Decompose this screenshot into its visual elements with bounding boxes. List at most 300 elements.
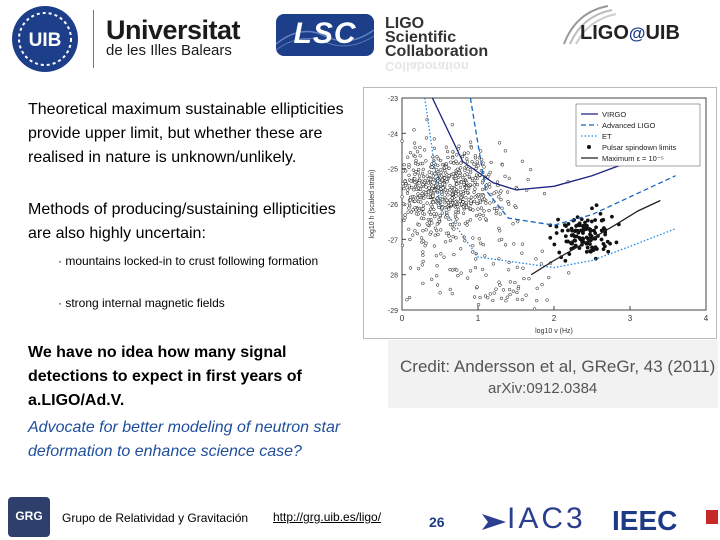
pulsar-point bbox=[594, 226, 597, 229]
legend-entry: Maximum ε = 10⁻⁵ bbox=[602, 154, 664, 163]
pulsar-point bbox=[477, 193, 480, 196]
pulsar-point bbox=[409, 267, 412, 270]
pulsar-point bbox=[491, 299, 494, 302]
pulsar-point bbox=[431, 187, 434, 190]
pulsar-point bbox=[575, 235, 578, 238]
pulsar-point bbox=[585, 224, 588, 227]
pulsar-point bbox=[454, 201, 457, 204]
pulsar-point bbox=[428, 187, 431, 190]
pulsar-point bbox=[421, 192, 424, 195]
pulsar-point bbox=[413, 128, 416, 131]
pulsar-point bbox=[608, 242, 611, 245]
pulsar-point bbox=[500, 297, 503, 300]
pulsar-point bbox=[426, 175, 429, 178]
y-tick-label: -23 bbox=[387, 96, 398, 103]
pulsar-point bbox=[521, 298, 524, 301]
pulsar-point bbox=[497, 195, 500, 198]
y-tick-label: 28 bbox=[390, 272, 398, 280]
pulsar-point bbox=[469, 269, 472, 272]
pulsar-point bbox=[451, 292, 454, 295]
pulsar-point bbox=[458, 145, 461, 148]
pulsar-point bbox=[463, 169, 466, 172]
pulsar-point bbox=[448, 167, 451, 170]
pulsar-point bbox=[456, 217, 459, 220]
pulsar-point bbox=[406, 156, 409, 159]
pulsar-point bbox=[469, 207, 472, 210]
pulsar-point bbox=[422, 260, 425, 263]
pulsar-point bbox=[439, 168, 442, 171]
pulsar-point bbox=[480, 158, 483, 161]
pulsar-point bbox=[444, 188, 447, 191]
pulsar-point bbox=[451, 197, 454, 200]
pulsar-point bbox=[415, 159, 418, 162]
pulsar-point bbox=[493, 192, 496, 195]
pulsar-point bbox=[401, 195, 404, 198]
pulsar-point bbox=[404, 216, 407, 219]
pulsar-point bbox=[495, 212, 498, 215]
pulsar-point bbox=[418, 182, 421, 185]
footer-website-link[interactable]: http://grg.uib.es/ligo/ bbox=[273, 510, 382, 524]
pulsar-point bbox=[471, 177, 474, 180]
pulsar-point bbox=[535, 299, 538, 302]
pulsar-point bbox=[462, 192, 465, 195]
pulsar-point bbox=[599, 212, 602, 215]
pulsar-point bbox=[483, 166, 486, 169]
pulsar-point bbox=[529, 168, 532, 171]
pulsar-point bbox=[402, 182, 405, 185]
grg-logo bbox=[8, 497, 50, 537]
pulsar-point bbox=[517, 287, 520, 290]
pulsar-point bbox=[411, 186, 414, 189]
pulsar-point bbox=[564, 234, 567, 237]
pulsar-point bbox=[455, 236, 458, 239]
pulsar-point bbox=[498, 281, 501, 284]
pulsar-point bbox=[465, 157, 468, 160]
pulsar-point bbox=[570, 234, 573, 237]
ieec-badge-icon bbox=[706, 510, 718, 524]
lsc-line: LIGO bbox=[385, 15, 425, 32]
pulsar-point bbox=[468, 175, 471, 178]
pulsar-point bbox=[498, 227, 501, 230]
pulsar-point bbox=[465, 201, 468, 204]
x-axis-label: log10 ν (Hz) bbox=[535, 328, 573, 335]
pulsar-point bbox=[470, 196, 473, 199]
pulsar-point bbox=[546, 299, 549, 302]
pulsar-point bbox=[602, 226, 605, 229]
pulsar-point bbox=[504, 299, 507, 302]
pulsar-point bbox=[535, 257, 538, 260]
footer-group-name: Grupo de Relatividad y Gravitación bbox=[62, 511, 249, 525]
pulsar-point bbox=[585, 227, 588, 230]
pulsar-point bbox=[407, 211, 410, 214]
pulsar-point bbox=[408, 296, 411, 299]
pulsar-point bbox=[464, 196, 467, 199]
x-tick-label: 3 bbox=[627, 314, 633, 323]
pulsar-point bbox=[515, 206, 518, 209]
pulsar-point bbox=[476, 183, 479, 186]
pulsar-point bbox=[521, 160, 524, 163]
pulsar-point bbox=[451, 123, 454, 126]
pulsar-point bbox=[436, 264, 439, 267]
pulsar-point bbox=[579, 238, 582, 241]
pulsar-point bbox=[447, 218, 450, 221]
pulsar-point bbox=[492, 262, 495, 265]
pulsar-point bbox=[445, 178, 448, 181]
pulsar-point bbox=[508, 177, 511, 180]
pulsar-point bbox=[477, 164, 480, 167]
pulsar-point bbox=[482, 195, 485, 198]
pulsar-point bbox=[592, 229, 595, 232]
uib-emblem-icon bbox=[10, 4, 80, 74]
pulsar-point bbox=[610, 215, 613, 218]
pulsar-point bbox=[439, 291, 442, 294]
pulsar-point bbox=[482, 243, 485, 246]
pulsar-point bbox=[461, 176, 464, 179]
pulsar-point bbox=[421, 263, 424, 266]
pulsar-point bbox=[422, 197, 425, 200]
pulsar-point bbox=[466, 191, 469, 194]
pulsar-point bbox=[434, 234, 437, 237]
legend-entry: Pulsar spindown limits bbox=[602, 143, 677, 152]
y-tick-label: -24 bbox=[387, 131, 398, 139]
pulsar-point bbox=[432, 208, 435, 211]
pulsar-point bbox=[541, 283, 544, 286]
pulsar-point bbox=[469, 183, 472, 186]
pulsar-point bbox=[593, 218, 596, 221]
pulsar-point bbox=[429, 192, 432, 195]
pulsar-point bbox=[476, 160, 479, 163]
pulsar-point bbox=[403, 163, 406, 166]
pulsar-point bbox=[455, 195, 458, 198]
pulsar-point bbox=[484, 202, 487, 205]
pulsar-point bbox=[460, 181, 463, 184]
pulsar-point bbox=[504, 149, 507, 152]
pulsar-point bbox=[429, 208, 432, 211]
pulsar-point bbox=[433, 245, 436, 248]
pulsar-point bbox=[615, 241, 618, 244]
pulsar-point bbox=[515, 291, 518, 294]
pulsar-point bbox=[469, 141, 472, 144]
pulsar-point bbox=[416, 197, 419, 200]
pulsar-point bbox=[509, 280, 512, 283]
pulsar-point bbox=[590, 207, 593, 210]
pulsar-point bbox=[456, 162, 459, 165]
pulsar-point bbox=[547, 276, 550, 279]
pulsar-point bbox=[450, 203, 453, 206]
pulsar-point bbox=[441, 198, 444, 201]
pulsar-point bbox=[528, 277, 531, 280]
pulsar-point bbox=[555, 231, 558, 234]
pulsar-point bbox=[401, 244, 404, 247]
pulsar-point bbox=[470, 200, 473, 203]
pulsar-point bbox=[450, 186, 453, 189]
pulsar-point bbox=[504, 175, 507, 178]
pulsar-point bbox=[445, 146, 448, 149]
pulsar-point bbox=[453, 188, 456, 191]
pulsar-point bbox=[475, 214, 478, 217]
pulsar-point bbox=[476, 285, 479, 288]
pulsar-point bbox=[527, 178, 530, 181]
pulsar-point bbox=[457, 171, 460, 174]
pulsar-point bbox=[430, 278, 433, 281]
pulsar-point bbox=[489, 171, 492, 174]
pulsar-point bbox=[454, 175, 457, 178]
paragraph-methods: Methods of producing/sustaining ellipticities are also highly uncertain: bbox=[28, 201, 336, 242]
pulsar-point bbox=[424, 191, 427, 194]
pulsar-point bbox=[445, 162, 448, 165]
pulsar-point bbox=[418, 209, 421, 212]
pulsar-point bbox=[489, 293, 492, 296]
pulsar-point bbox=[420, 237, 423, 240]
pulsar-point bbox=[466, 160, 469, 163]
pulsar-point bbox=[456, 274, 459, 277]
pulsar-point bbox=[417, 171, 420, 174]
pulsar-point bbox=[441, 193, 444, 196]
pulsar-point bbox=[457, 208, 460, 211]
pulsar-point bbox=[445, 199, 448, 202]
pulsar-point bbox=[463, 174, 466, 177]
pulsar-point bbox=[402, 169, 405, 172]
pulsar-point bbox=[501, 163, 504, 166]
pulsar-point bbox=[424, 179, 427, 182]
pulsar-point bbox=[435, 274, 438, 277]
pulsar-point bbox=[452, 172, 455, 175]
pulsar-point bbox=[412, 169, 415, 172]
pulsar-point bbox=[479, 296, 482, 299]
pulsar-point bbox=[415, 208, 418, 211]
bullet-magnetic-fields: · strong internal magnetic fields bbox=[58, 296, 225, 310]
pulsar-point bbox=[516, 220, 519, 223]
pulsar-point bbox=[520, 252, 523, 255]
pulsar-point bbox=[404, 214, 407, 217]
paragraph-upper-limit: Theoretical maximum sustainable ellipticities provide upper limit, but whether these are realised in nature is unknown/unlikely. bbox=[28, 101, 344, 166]
iac-arrow-icon bbox=[482, 512, 506, 532]
pulsar-point bbox=[586, 246, 589, 249]
pulsar-point bbox=[498, 141, 501, 144]
pulsar-point bbox=[443, 183, 446, 186]
pulsar-point bbox=[408, 174, 411, 177]
pulsar-point bbox=[477, 208, 480, 211]
pulsar-point bbox=[462, 200, 465, 203]
pulsar-point bbox=[459, 247, 462, 250]
pulsar-point bbox=[482, 162, 485, 165]
pulsar-point bbox=[556, 218, 559, 221]
pulsar-point bbox=[406, 189, 409, 192]
pulsar-point bbox=[433, 147, 436, 150]
pulsar-point bbox=[473, 296, 476, 299]
pulsar-point bbox=[496, 181, 499, 184]
pulsar-point bbox=[553, 243, 556, 246]
pulsar-point bbox=[430, 222, 433, 225]
pulsar-point bbox=[463, 152, 466, 155]
pulsar-point bbox=[422, 183, 425, 186]
pulsar-point bbox=[409, 196, 412, 199]
pulsar-point bbox=[474, 181, 477, 184]
pulsar-point bbox=[452, 228, 455, 231]
pulsar-point bbox=[440, 175, 443, 178]
pulsar-point bbox=[513, 281, 516, 284]
pulsar-point bbox=[417, 200, 420, 203]
pulsar-point bbox=[474, 177, 477, 180]
pulsar-point bbox=[460, 272, 463, 275]
pulsar-point bbox=[595, 203, 598, 206]
pulsar-point bbox=[493, 292, 496, 295]
pulsar-point bbox=[488, 186, 491, 189]
legend-entry: ET bbox=[602, 132, 612, 141]
pulsar-point bbox=[447, 208, 450, 211]
pulsar-point bbox=[438, 218, 441, 221]
pulsar-point bbox=[508, 288, 511, 291]
pulsar-point bbox=[418, 146, 421, 149]
uib-title: Universitat bbox=[106, 15, 241, 45]
credit-arxiv: arXiv:0912.0384 bbox=[488, 380, 598, 397]
pulsar-point bbox=[558, 251, 561, 254]
pulsar-point bbox=[441, 212, 444, 215]
pulsar-point bbox=[459, 162, 462, 165]
pulsar-point bbox=[429, 213, 432, 216]
pulsar-point bbox=[480, 207, 483, 210]
bullet-mountains: · mountains locked-in to crust following formation bbox=[58, 254, 319, 268]
pulsar-point bbox=[467, 152, 470, 155]
pulsar-point bbox=[475, 174, 478, 177]
pulsar-point bbox=[474, 266, 477, 269]
pulsar-point bbox=[433, 198, 436, 201]
pulsar-point bbox=[418, 223, 421, 226]
pulsar-point bbox=[454, 179, 457, 182]
pulsar-point bbox=[473, 200, 476, 203]
pulsar-point bbox=[451, 156, 454, 159]
pulsar-point bbox=[484, 218, 487, 221]
pulsar-point bbox=[500, 189, 503, 192]
pulsar-point bbox=[424, 159, 427, 162]
pulsar-point bbox=[416, 232, 419, 235]
pulsar-point bbox=[418, 175, 421, 178]
pulsar-point bbox=[474, 154, 477, 157]
pulsar-point bbox=[440, 171, 443, 174]
pulsar-point bbox=[567, 272, 570, 275]
pulsar-point bbox=[522, 267, 525, 270]
pulsar-point bbox=[448, 174, 451, 177]
pulsar-point bbox=[488, 202, 491, 205]
pulsar-point bbox=[490, 161, 493, 164]
pulsar-point bbox=[479, 150, 482, 153]
pulsar-point bbox=[437, 233, 440, 236]
pulsar-point bbox=[588, 228, 591, 231]
pulsar-point bbox=[422, 168, 425, 171]
pulsar-point bbox=[459, 186, 462, 189]
pulsar-point bbox=[455, 153, 458, 156]
pulsar-point bbox=[595, 247, 598, 250]
pulsar-point bbox=[473, 163, 476, 166]
pulsar-point bbox=[454, 221, 457, 224]
ligo-uib-suffix: UIB bbox=[645, 22, 680, 44]
pulsar-point bbox=[482, 214, 485, 217]
pulsar-point bbox=[442, 187, 445, 190]
pulsar-point bbox=[569, 242, 572, 245]
pulsar-point bbox=[473, 191, 476, 194]
pulsar-point bbox=[506, 191, 509, 194]
pulsar-point bbox=[445, 232, 448, 235]
pulsar-point bbox=[419, 188, 422, 191]
pulsar-point bbox=[404, 184, 407, 187]
pulsar-point bbox=[462, 212, 465, 215]
pulsar-point bbox=[525, 294, 528, 297]
pulsar-point bbox=[483, 254, 486, 257]
pulsar-point bbox=[421, 172, 424, 175]
pulsar-point bbox=[421, 282, 424, 285]
pulsar-point bbox=[458, 223, 461, 226]
pulsar-point bbox=[451, 150, 454, 153]
pulsar-point bbox=[422, 175, 425, 178]
x-tick-label: 2 bbox=[551, 314, 557, 323]
pulsar-point bbox=[408, 184, 411, 187]
pulsar-point bbox=[469, 171, 472, 174]
pulsar-point bbox=[523, 277, 526, 280]
pulsar-point bbox=[464, 222, 467, 225]
pulsar-point bbox=[449, 223, 452, 226]
pulsar-point bbox=[561, 229, 564, 232]
uib-emblem-text: UIB bbox=[28, 30, 62, 51]
pulsar-point bbox=[483, 198, 486, 201]
uib-subtitle: de les Illes Balears bbox=[106, 42, 232, 59]
pulsar-point bbox=[455, 269, 458, 272]
pulsar-point bbox=[495, 288, 498, 291]
pulsar-point bbox=[465, 181, 468, 184]
pulsar-point bbox=[473, 184, 476, 187]
pulsar-point bbox=[404, 180, 407, 183]
pulsar-point bbox=[406, 298, 409, 301]
y-tick-label: -27 bbox=[387, 237, 398, 245]
pulsar-point bbox=[413, 177, 416, 180]
pulsar-point bbox=[465, 206, 468, 209]
pulsar-point bbox=[413, 142, 416, 145]
y-tick-label: -26 bbox=[387, 202, 398, 209]
lsc-line: Collaboration bbox=[385, 43, 489, 60]
pulsar-point bbox=[436, 164, 439, 167]
pulsar-point bbox=[466, 167, 469, 170]
pulsar-point bbox=[578, 224, 581, 227]
pulsar-point bbox=[422, 204, 425, 207]
pulsar-point bbox=[459, 166, 462, 169]
pulsar-point bbox=[589, 250, 592, 253]
pulsar-point bbox=[486, 296, 489, 299]
pulsar-point bbox=[421, 162, 424, 165]
strain-plot-svg bbox=[364, 88, 716, 338]
pulsar-point bbox=[447, 156, 450, 159]
pulsar-point bbox=[533, 308, 536, 311]
pulsar-point bbox=[410, 180, 413, 183]
pulsar-point bbox=[474, 188, 477, 191]
pulsar-point bbox=[437, 204, 440, 207]
pulsar-point bbox=[409, 238, 412, 241]
pulsar-point bbox=[417, 267, 420, 270]
pulsar-point bbox=[488, 183, 491, 186]
ligo-uib-logo-text bbox=[580, 22, 680, 45]
pulsar-point bbox=[512, 222, 515, 225]
pulsar-point bbox=[413, 229, 416, 232]
pulsar-point bbox=[432, 201, 435, 204]
credit-citation: Credit: Andersson et al, GReGr, 43 (2011) bbox=[400, 357, 716, 376]
pulsar-point bbox=[422, 229, 425, 232]
pulsar-point bbox=[600, 238, 603, 241]
pulsar-point bbox=[459, 191, 462, 194]
pulsar-point bbox=[439, 228, 442, 231]
pulsar-point bbox=[592, 248, 595, 251]
pulsar-point bbox=[488, 209, 491, 212]
pulsar-point bbox=[469, 218, 472, 221]
pulsar-point bbox=[463, 183, 466, 186]
pulsar-point bbox=[422, 217, 425, 220]
